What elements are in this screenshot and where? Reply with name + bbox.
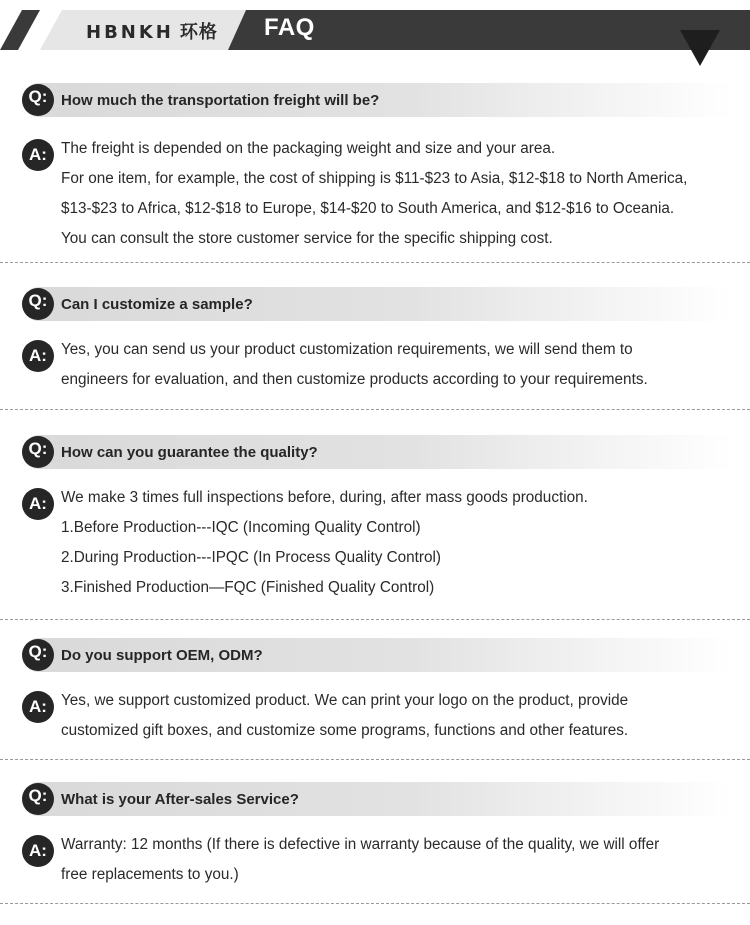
question-badge: Q: (22, 84, 54, 116)
question-text: How much the transportation freight will be? (61, 92, 380, 109)
answer-line: Yes, you can send us your product customization requirements, we will send them to (61, 341, 633, 358)
answer-badge: A: (22, 340, 54, 372)
answer-text (61, 686, 628, 746)
question-text: Can I customize a sample? (61, 296, 253, 313)
answer-line: You can consult the store customer service for the specific shipping cost. (61, 230, 553, 247)
divider (0, 759, 750, 760)
answer-line: free replacements to you.) (61, 866, 239, 883)
header-stripe-left (0, 10, 40, 50)
divider (0, 903, 750, 904)
question-badge: Q: (22, 436, 54, 468)
answer-text (61, 134, 687, 254)
question-badge: Q: (22, 288, 54, 320)
answer-text (61, 483, 588, 603)
answer-line: 2.During Production---IPQC (In Process Quality Control) (61, 549, 442, 566)
divider (0, 262, 750, 263)
answer-badge: A: (22, 139, 54, 171)
brand-logo-latin: HBNKH (86, 22, 174, 43)
question-text: How can you guarantee the quality? (61, 444, 318, 461)
question-badge: Q: (22, 639, 54, 671)
answer-line: 1.Before Production---IQC (Incoming Quality Control) (61, 519, 421, 536)
answer-line: customized gift boxes, and customize some programs, functions and other features. (61, 722, 629, 739)
answer-text (61, 830, 659, 890)
answer-line: The freight is depended on the packaging weight and size and your area. (61, 140, 556, 157)
answer-line: 3.Finished Production—FQC (Finished Quality Control) (61, 579, 435, 596)
question-text: What is your After-sales Service? (61, 791, 299, 808)
answer-badge: A: (22, 691, 54, 723)
answer-line: engineers for evaluation, and then customize products according to your requirements. (61, 371, 648, 388)
answer-line: Warranty: 12 months (If there is defective in warranty because of the quality, we will offer (61, 836, 660, 853)
divider (0, 619, 750, 620)
question-badge: Q: (22, 783, 54, 815)
answer-text (61, 335, 648, 395)
brand-logo-chinese: 环格 (179, 22, 218, 42)
answer-line: We make 3 times full inspections before, during, after mass goods production. (61, 489, 588, 506)
page-title: FAQ (264, 14, 315, 41)
answer-badge: A: (22, 835, 54, 867)
question-text: Do you support OEM, ODM? (61, 647, 263, 664)
brand-logo (86, 18, 218, 44)
answer-line: For one item, for example, the cost of shipping is $11-$23 to Asia, $12-$18 to North America, (61, 170, 688, 187)
divider (0, 409, 750, 410)
answer-badge: A: (22, 488, 54, 520)
answer-line: Yes, we support customized product. We can print your logo on the product, provide (61, 692, 629, 709)
faq-header (0, 0, 750, 70)
answer-line: $13-$23 to Africa, $12-$18 to Europe, $14-$20 to South America, and $12-$16 to Oceania. (61, 200, 675, 217)
